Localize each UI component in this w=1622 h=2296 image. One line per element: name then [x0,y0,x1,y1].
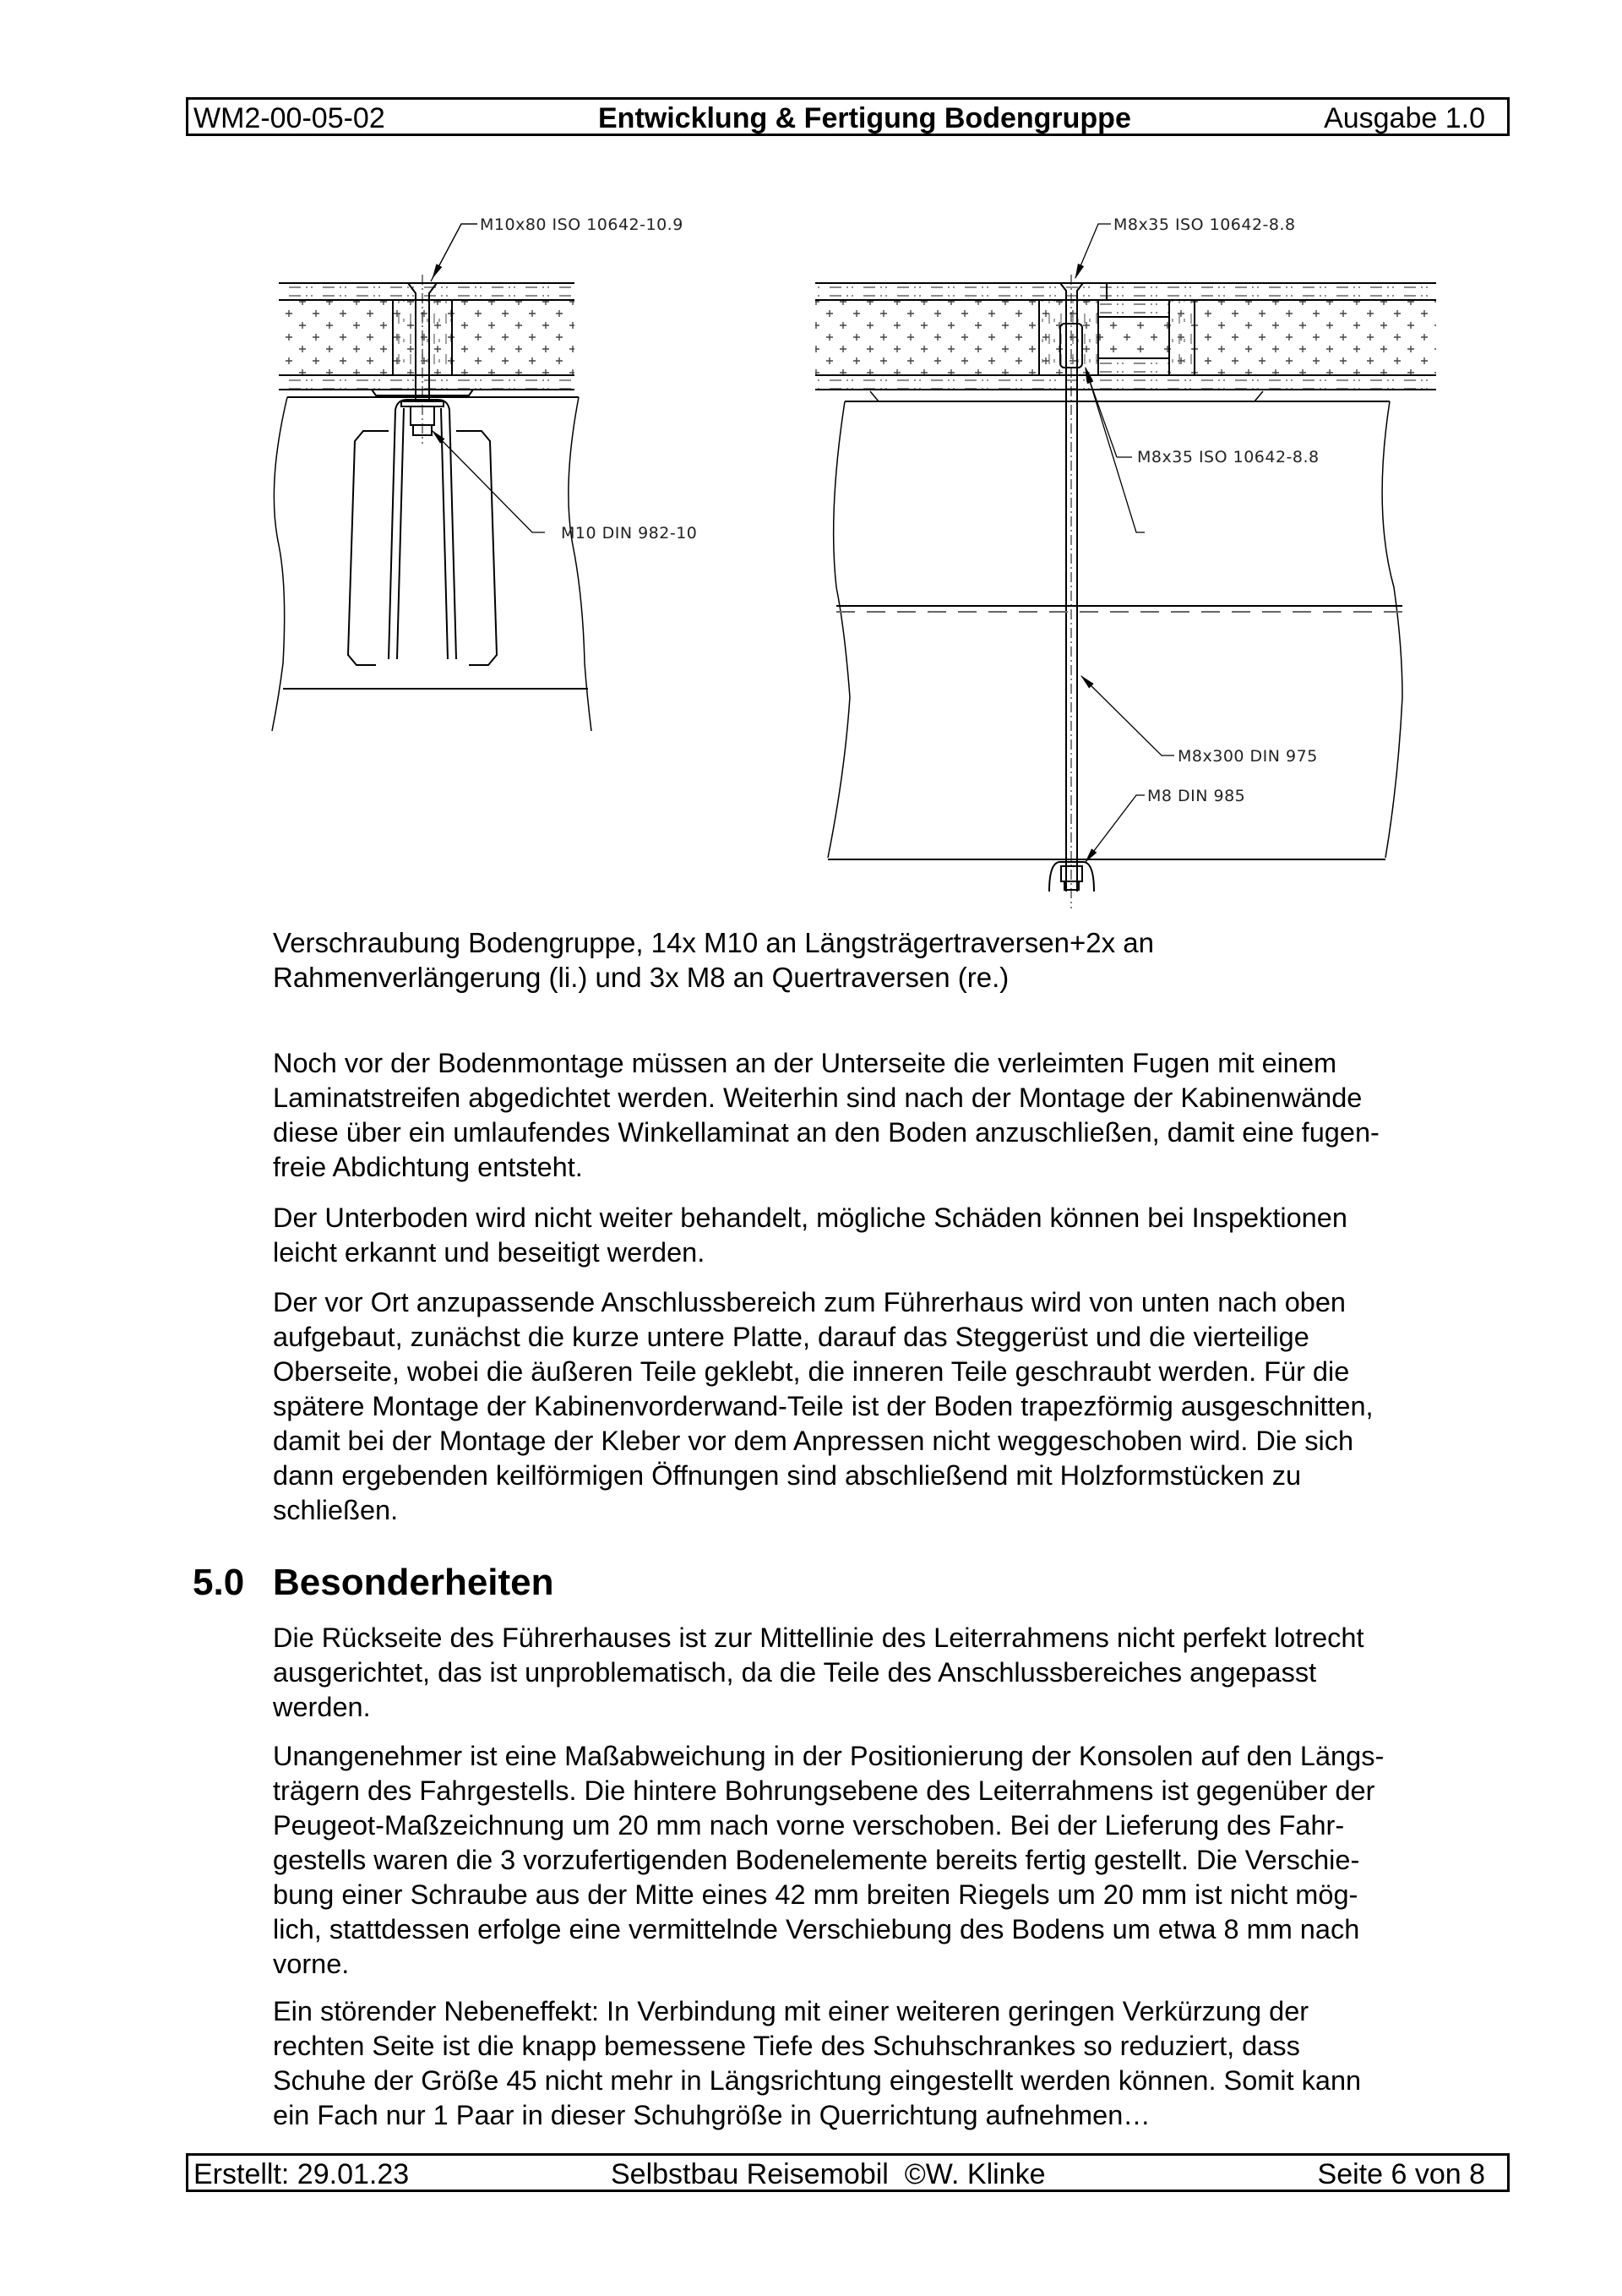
page-number: Seite 6 von 8 [1317,2158,1485,2190]
text-line: Der Unterboden wird nicht weiter behandelt, mögliche Schäden können bei Inspektionen [273,1203,1347,1233]
text-line: werden. [273,1692,371,1722]
paragraph [273,1994,1506,2133]
left-detail [272,275,591,731]
created-date: Erstellt: 29.01.23 [193,2158,410,2190]
paragraph [273,1739,1506,1982]
right-detail [815,275,1436,908]
page-footer [186,2153,1510,2192]
figure-caption [273,925,1498,995]
text-line: schließen. [273,1495,399,1525]
document-title: Entwicklung & Fertigung Bodengruppe [598,102,1131,134]
text-line: Die Rückseite des Führerhauses ist zur Mittellinie des Leiterrahmens nicht perfekt lotrecht [273,1622,1364,1653]
text-line: Oberseite, wobei die äußeren Teile geklebt, die inneren Teile geschraubt werden. Für die [273,1356,1350,1387]
text-line: Noch vor der Bodenmontage müssen an der Unterseite die verleimten Fugen mit einem [273,1048,1337,1078]
text-line: spätere Montage der Kabinenvorderwand-Teile ist der Boden trapezförmig ausgeschnitten, [273,1391,1374,1421]
text-line: Ein störender Nebeneffekt: In Verbindung mit einer weiteren geringen Verkürzung der [273,1996,1309,2026]
text-line: damit bei der Montage der Kleber vor dem Anpressen nicht weggeschoben wird. Die sich [273,1426,1354,1456]
section-heading [193,1562,554,1604]
text-line: Der vor Ort anzupassende Anschlussbereich zum Führerhaus wird von unten nach oben [273,1287,1347,1317]
document-id: WM2-00-05-02 [193,102,385,134]
paragraph [273,1621,1506,1725]
text-line: vorne. [273,1949,350,1979]
text-line: Unangenehmer ist eine Maßabweichung in der Positionierung der Konsolen auf den Längs- [273,1741,1385,1771]
label-right-bolt-insert: M8x35 ISO 10642-8.8 [1137,448,1320,466]
text-line: Schuhe der Größe 45 nicht mehr in Längsrichtung eingestellt werden können. Somit kann [273,2065,1362,2096]
text-line: leicht erkannt und beseitigt werden. [273,1237,705,1268]
technical-drawing [253,190,1436,908]
label-right-nut: M8 DIN 985 [1147,787,1246,805]
text-line: trägern des Fahrgestells. Die hintere Bohrungsebene des Leiterrahmens ist gegenüber der [273,1775,1375,1806]
text-line: ein Fach nur 1 Paar in dieser Schuhgröße in Querrichtung aufnehmen… [273,2100,1151,2130]
section-number: 5.0 [193,1562,245,1603]
section-title: Besonderheiten [273,1562,554,1603]
project-credit: Selbstbau Reisemobil ©W. Klinke [611,2158,1046,2190]
paragraph [273,1285,1506,1528]
label-left-bolt: M10x80 ISO 10642-10.9 [480,215,683,234]
label-left-nut: M10 DIN 982-10 [561,524,698,543]
label-right-bolt-top: M8x35 ISO 10642-8.8 [1113,215,1296,234]
text-line: rechten Seite ist die knapp bemessene Tiefe des Schuhschrankes so reduziert, dass [273,2031,1300,2061]
document-edition: Ausgabe 1.0 [1324,102,1485,134]
text-line: gestells waren die 3 vorzufertigenden Bodenelemente bereits fertig gestellt. Die Verschie- [273,1845,1360,1875]
caption-line: Rahmenverlängerung (li.) und 3x M8 an Quertraversen (re.) [273,962,1010,993]
text-line: ausgerichtet, das ist unproblematisch, da die Teile des Anschlussbereiches angepasst [273,1657,1317,1688]
text-line: bung einer Schraube aus der Mitte eines 42 mm breiten Riegels um 20 mm ist nicht mög- [273,1879,1358,1910]
paragraph [273,1046,1506,1185]
text-line: aufgebaut, zunächst die kurze untere Platte, darauf das Steggerüst und die vierteilige [273,1322,1309,1352]
text-line: dann ergebenden keilförmigen Öffnungen sind abschließend mit Holzformstücken zu [273,1460,1302,1491]
caption-line: Verschraubung Bodengruppe, 14x M10 an Längsträgertraversen+2x an [273,927,1154,958]
paragraph [273,1201,1506,1270]
text-line: Laminatstreifen abgedichtet werden. Weiterhin sind nach der Montage der Kabinenwände [273,1083,1363,1113]
label-right-rod: M8x300 DIN 975 [1178,747,1318,766]
text-line: lich, stattdessen erfolge eine vermittelnde Verschiebung des Bodens um etwa 8 mm nach [273,1914,1360,1944]
text-line: Peugeot-Maßzeichnung um 20 mm nach vorne verschoben. Bei der Lieferung des Fahr- [273,1810,1345,1841]
text-line: diese über ein umlaufendes Winkellaminat an den Boden anzuschließen, damit eine fugen- [273,1117,1380,1148]
text-line: freie Abdichtung entsteht. [273,1152,583,1182]
page-header [186,97,1510,136]
